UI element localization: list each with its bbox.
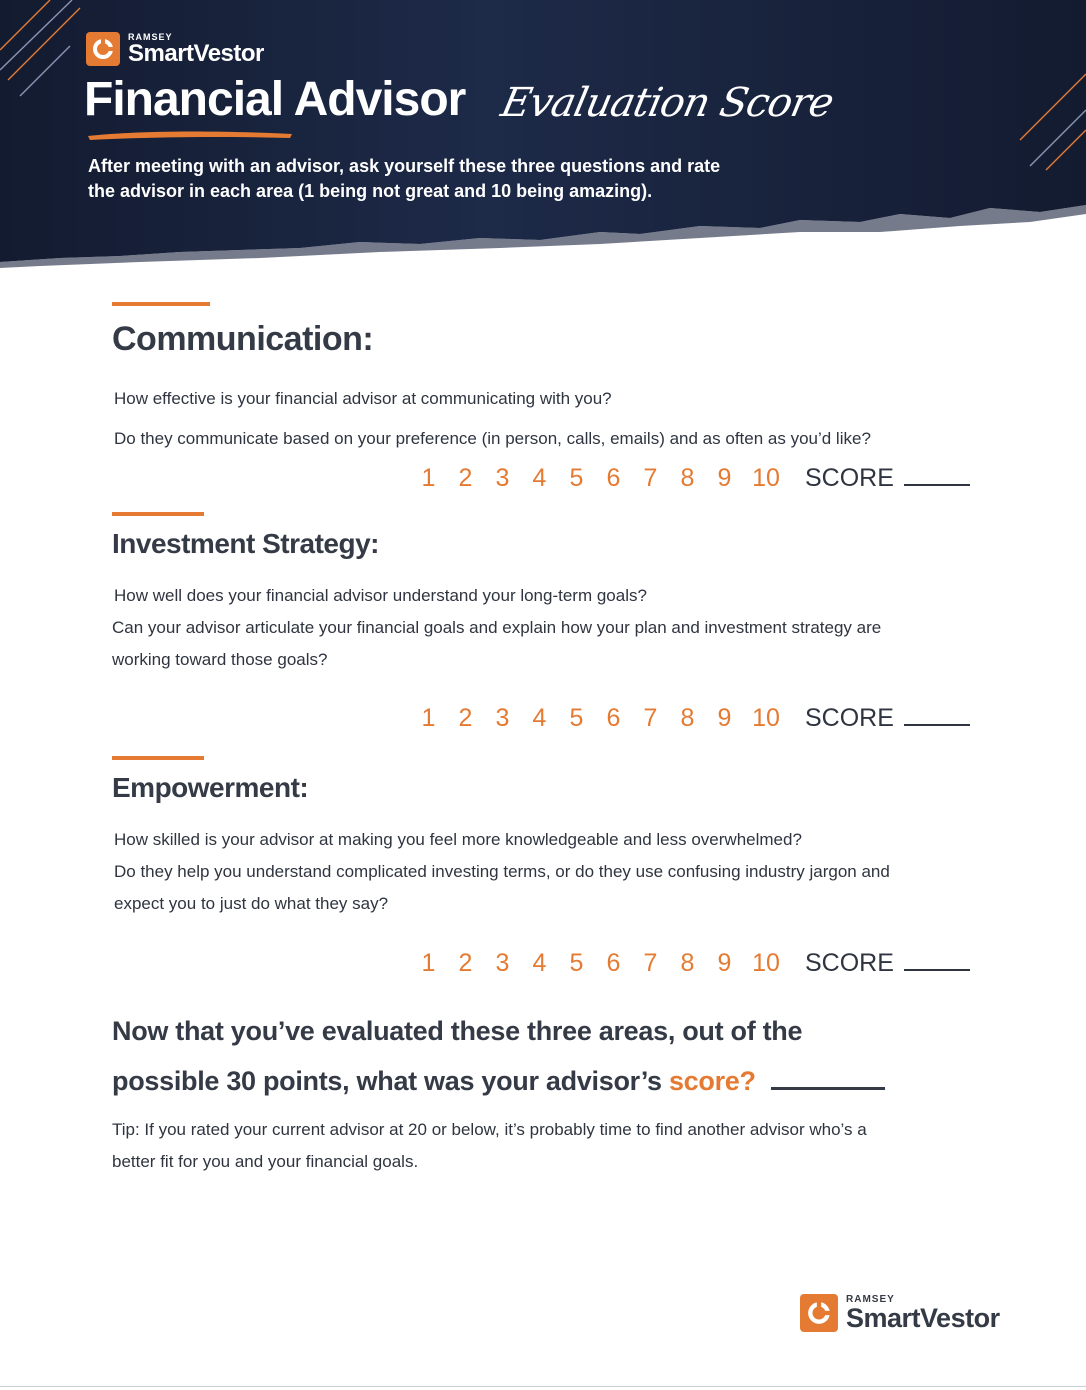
rating-number[interactable]: 8 <box>680 464 695 492</box>
rating-number[interactable]: 5 <box>569 949 584 977</box>
section-question: How skilled is your advisor at making you feel more knowledgeable and less overwhelmed? <box>114 830 802 849</box>
section-title: Communication: <box>112 320 374 358</box>
smartvestor-logo-icon <box>800 1294 838 1332</box>
tip-line-2: better fit for you and your financial goals. <box>112 1152 419 1171</box>
section-question: Can your advisor articulate your financial goals and explain how your plan and investment strategy are <box>112 618 882 637</box>
rating-number[interactable]: 4 <box>532 464 547 492</box>
tip-text <box>112 1114 992 1178</box>
rating-number[interactable]: 4 <box>532 949 547 977</box>
closing-question <box>112 1006 992 1106</box>
brand-logo-footer <box>800 1294 1000 1332</box>
rating-number[interactable]: 6 <box>606 949 621 977</box>
rating-number[interactable]: 7 <box>643 464 658 492</box>
intro-text <box>88 154 788 204</box>
closing-line-2 <box>112 1056 992 1106</box>
rating-number[interactable]: 3 <box>495 949 510 977</box>
section-accent-bar <box>112 302 210 306</box>
rating-number[interactable]: 9 <box>717 704 732 732</box>
page-title-script: Evaluation Score <box>497 80 838 126</box>
total-score-blank-field[interactable] <box>771 1086 885 1090</box>
section-title: Empowerment: <box>112 772 309 803</box>
section-question: How effective is your financial advisor at communicating with you? <box>114 389 612 408</box>
rating-number[interactable]: 1 <box>421 704 436 732</box>
section-question: Do they communicate based on your preference (in person, calls, emails) and as often as you’d like? <box>114 429 871 448</box>
closing-line-1: Now that you’ve evaluated these three areas, out of the <box>112 1016 803 1046</box>
rating-number[interactable]: 6 <box>606 704 621 732</box>
brand-ramsey: RAMSEY <box>128 32 173 42</box>
tip-line-1: Tip: If you rated your current advisor at 20 or below, it’s probably time to find another advisor who’s a <box>112 1120 867 1139</box>
section-question: working toward those goals? <box>112 650 328 669</box>
brand-name: SmartVestor <box>846 1302 1000 1333</box>
rating-number[interactable]: 1 <box>421 464 436 492</box>
rating-number[interactable]: 6 <box>606 464 621 492</box>
rating-number[interactable]: 2 <box>458 949 473 977</box>
brand-logo-header <box>86 32 264 66</box>
section-question: How well does your financial advisor understand your long-term goals? <box>114 586 647 605</box>
rating-number[interactable]: 3 <box>495 464 510 492</box>
rating-number[interactable]: 5 <box>569 464 584 492</box>
rating-number[interactable]: 10 <box>752 464 780 492</box>
score-blank-field[interactable] <box>904 968 970 971</box>
section-empowerment <box>112 756 992 920</box>
rating-row-communication <box>410 464 970 493</box>
rating-number[interactable]: 9 <box>717 464 732 492</box>
rating-number[interactable]: 2 <box>458 704 473 732</box>
smartvestor-logo-icon <box>86 32 120 66</box>
rating-number[interactable]: 4 <box>532 704 547 732</box>
rating-number[interactable]: 7 <box>643 949 658 977</box>
score-label: SCORE <box>805 464 894 492</box>
page-edge-divider <box>0 1386 1086 1387</box>
rating-number[interactable]: 7 <box>643 704 658 732</box>
score-label: SCORE <box>805 949 894 977</box>
rating-number[interactable]: 1 <box>421 949 436 977</box>
closing-line-2-text: possible 30 points, what was your advisor’s <box>112 1066 662 1096</box>
rating-number[interactable]: 10 <box>752 704 780 732</box>
rating-row-investment-strategy <box>410 704 970 733</box>
score-blank-field[interactable] <box>904 723 970 726</box>
closing-score-highlight: score? <box>668 1066 756 1096</box>
intro-line-2: the advisor in each area (1 being not great and 10 being amazing). <box>88 181 653 201</box>
brand-ramsey: RAMSEY <box>846 1293 895 1305</box>
section-accent-bar <box>112 756 204 760</box>
rating-number[interactable]: 8 <box>680 704 695 732</box>
section-investment-strategy <box>112 512 992 676</box>
score-blank-field[interactable] <box>904 483 970 486</box>
score-label: SCORE <box>805 704 894 732</box>
section-question: expect you to just do what they say? <box>114 894 389 913</box>
rating-number[interactable]: 3 <box>495 704 510 732</box>
brand-name: SmartVestor <box>128 40 264 67</box>
section-question: Do they help you understand complicated investing terms, or do they use confusing industry jargon and <box>114 862 890 881</box>
title-underline-brush <box>86 128 296 142</box>
rating-row-empowerment <box>410 949 970 978</box>
header-banner <box>0 0 1086 280</box>
rating-number[interactable]: 8 <box>680 949 695 977</box>
section-accent-bar <box>112 512 204 516</box>
page-title: Financial Advisor <box>84 73 466 126</box>
rating-number[interactable]: 9 <box>717 949 732 977</box>
section-title: Investment Strategy: <box>112 528 379 559</box>
rating-number[interactable]: 10 <box>752 949 780 977</box>
section-communication <box>112 302 992 459</box>
rating-number[interactable]: 2 <box>458 464 473 492</box>
rating-number[interactable]: 5 <box>569 704 584 732</box>
intro-line-1: After meeting with an advisor, ask yourself these three questions and rate <box>88 156 721 176</box>
